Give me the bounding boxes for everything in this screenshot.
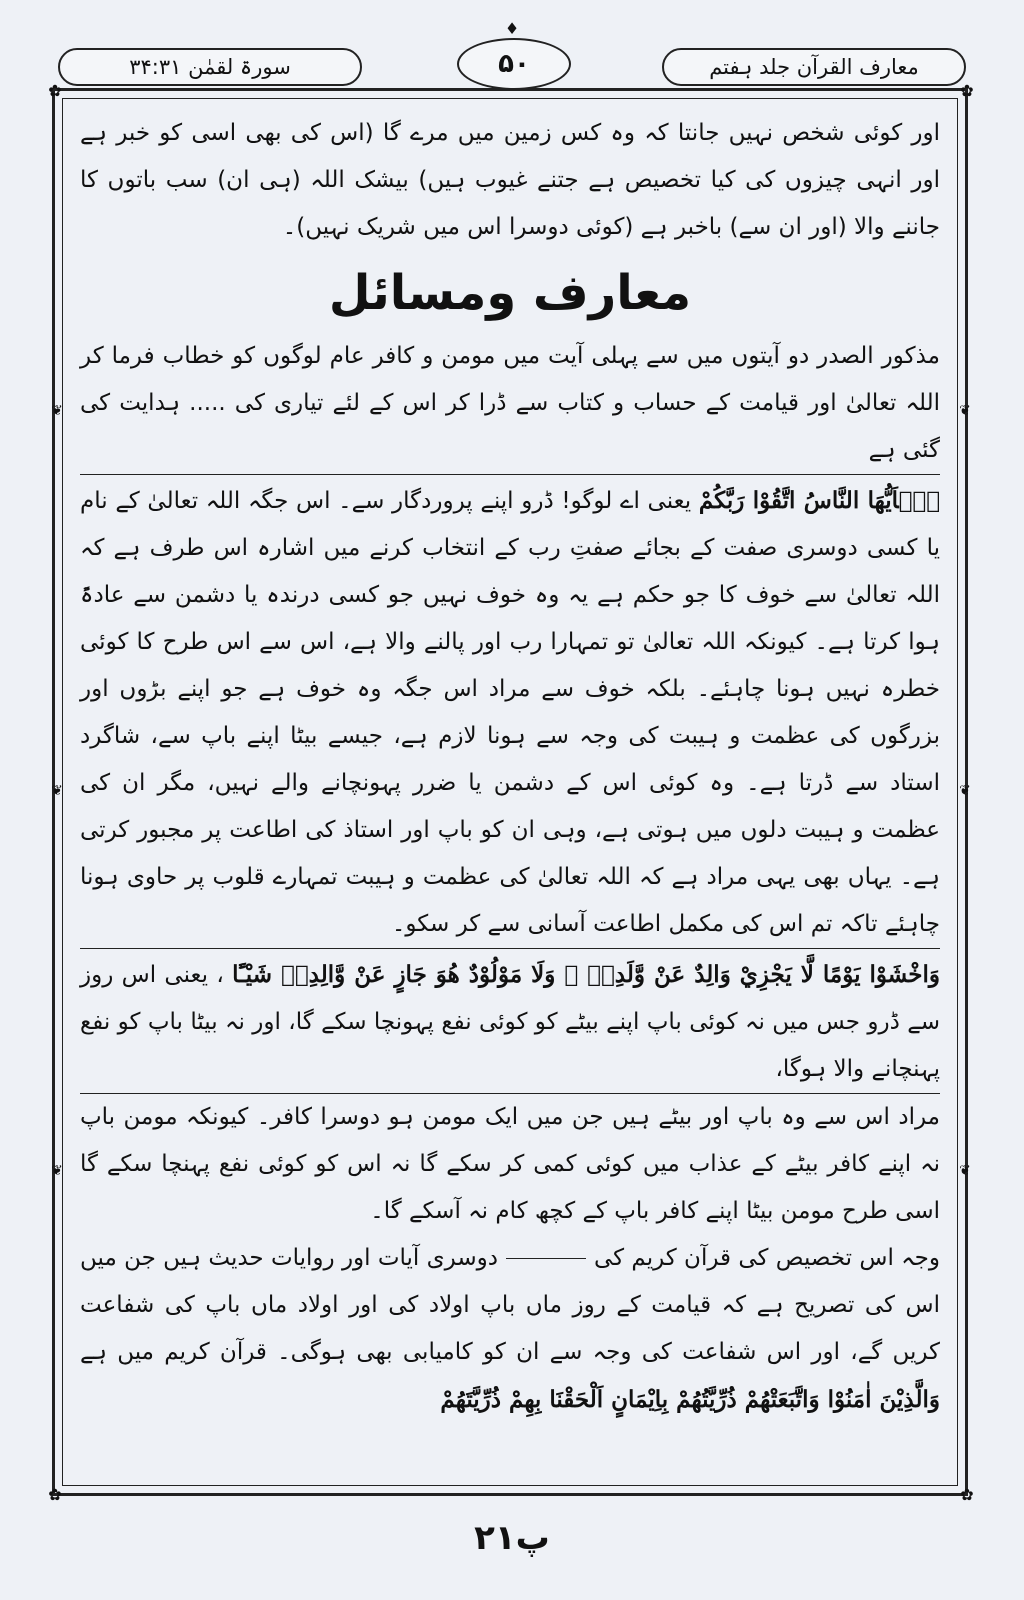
side-ornament-icon: ❦ xyxy=(959,783,971,799)
inline-separator xyxy=(506,1258,586,1259)
ayah-text-1: يٰۤاَيُّهَا النَّاسُ اتَّقُوْا رَبَّكُمْ xyxy=(698,487,941,514)
paragraph-2: یعنی اے لوگو! ڈرو اپنے پروردگار سے۔ اس جگہ اللہ تعالیٰ کے نام یا کسی دوسری صفت کے بجائے صفتِ رب کے انتخاب کرنے میں اشارہ اس طرف ہے کہ اللہ تعالیٰ سے خوف کا جو حکم ہے یہ وہ خوف نہیں جو کسی درندہ یا دشمن سے عادۃً ہوا کرتا ہے۔ کیونکہ اللہ تعالیٰ تو تمہارا رب اور پالنے والا ہے، اس سے اس طرح کا کوئی خطرہ نہیں ہونا چاہئے۔ بلکہ خوف سے مراد اس جگہ وہ خوف ہے جو اپنے بڑوں اور بزرگوں کی عظمت و ہیبت کی وجہ سے ہونا لازم ہے، جیسے بیٹا اپنے باپ سے، شاگرد استاد سے ڈرتا ہے۔ وہ کوئی اس کے دشمن یا ضرر پہونچانے والے نہیں، مگر ان کی عظمت و ہیبت دلوں میں ہوتی ہے، وہی ان کو باپ اور استاذ کی اطاعت پر مجبور کرتی ہے۔ یہاں بھی یہی مراد ہے کہ اللہ تعالیٰ کی عظمت و ہیبت تمہارے قلوب پر حاوی ہونا چاہئے تاکہ تم اس کی مکمل اطاعت آسانی سے کر سکو۔ xyxy=(80,488,940,937)
page-header xyxy=(50,19,974,92)
side-ornament-icon: ❦ xyxy=(51,1163,63,1179)
ayah-text-2: وَاخْشَوْا يَوْمًا لَّا يَجْزِيْ وَالِدٌ عَنْ وَّلَدِهٖ ۡ وَلَا مَوْلُوْدٌ هُوَ جَازٍ عَنْ وَّالِدِهٖ شَيْـًٔا xyxy=(232,961,940,988)
paragraph-5b: دوسری آیات اور روایات حدیث ہیں جن میں اس کی تصریح ہے کہ قیامت کے روز ماں باپ اولاد کی اور اولاد ماں باپ کی شفاعت کریں گے، اور اس شفاعت کی وجہ سے ان کو کامیابی بھی ہوگی۔ قرآن کریم میں ہے xyxy=(80,1245,940,1365)
side-ornament-icon: ❦ xyxy=(51,403,63,419)
top-ornament-icon: ♦ xyxy=(504,19,520,38)
corner-ornament-icon: ✿ xyxy=(48,1485,62,1504)
paragraph-1: مذکور الصدر دو آیتوں میں سے پہلی آیت میں مومن و کافر عام لوگوں کو خطاب فرما کر اللہ تعالیٰ اور قیامت کے حساب و کتاب سے ڈرا کر اس کے لئے تیاری کی ..... ہدایت کی گئی ہے xyxy=(80,343,940,463)
book-title: معارف القرآن جلد ہفتم xyxy=(662,48,966,86)
section-heading: معارف ومسائل xyxy=(328,265,692,321)
paragraph-3: ، یعنی اس روز سے ڈرو جس میں نہ کوئی باپ اپنے بیٹے کو کوئی نفع پہونچا سکے گا، اور نہ بیٹا باپ کو نفع پہنچانے والا ہوگا، xyxy=(80,962,940,1082)
paragraph-4: مراد اس سے وہ باپ اور بیٹے ہیں جن میں ایک مومن ہو دوسرا کافر۔ کیونکہ مومن باپ نہ اپنے کافر بیٹے کے عذاب میں کوئی کمی کر سکے گا نہ اس کو کوئی نفع پہنچا سکے گا اسی طرح مومن بیٹا اپنے کافر باپ کے کچھ کام نہ آسکے گا۔ xyxy=(80,1093,940,1235)
corner-ornament-icon: ✿ xyxy=(960,81,974,100)
corner-ornament-icon: ✿ xyxy=(48,81,62,100)
manzil-marker: پ۲۱ xyxy=(474,1518,550,1558)
paragraph-5a: وجہ اس تخصیص کی قرآن کریم کی xyxy=(593,1245,940,1271)
side-ornament-icon: ❦ xyxy=(51,783,63,799)
intro-paragraph: اور کوئی شخص نہیں جانتا کہ وہ کس زمین میں مرے گا (اس کی بھی اسی کو خبر ہے اور انہی چیزوں کی کیا تخصیص ہے جتنے غیوب ہیں) بیشک اللہ (ہی ان) سب باتوں کا جاننے والا (اور ان سے) باخبر ہے (کوئی دوسرا اس میں شریک نہیں)۔ xyxy=(80,120,940,240)
page-content xyxy=(80,110,940,1480)
corner-ornament-icon: ✿ xyxy=(960,1485,974,1504)
side-ornament-icon: ❦ xyxy=(959,403,971,419)
page-number: ۵۰ xyxy=(457,38,571,90)
ayah-block-1 xyxy=(80,474,940,948)
ayah-text-3: وَالَّذِيْنَ اٰمَنُوْا وَاتَّبَعَتْهُمْ ذُرِّيَّتُهُمْ بِاِيْمَانٍ اَلْحَقْنَا بِهِمْ ذُرِّيَّتَهُمْ xyxy=(440,1386,940,1413)
surah-reference: سورۃ لقمٰن ۳۴:۳۱ xyxy=(58,48,362,86)
ayah-block-2 xyxy=(80,948,940,1093)
paragraph-5 xyxy=(80,1235,940,1424)
side-ornament-icon: ❦ xyxy=(959,1163,971,1179)
